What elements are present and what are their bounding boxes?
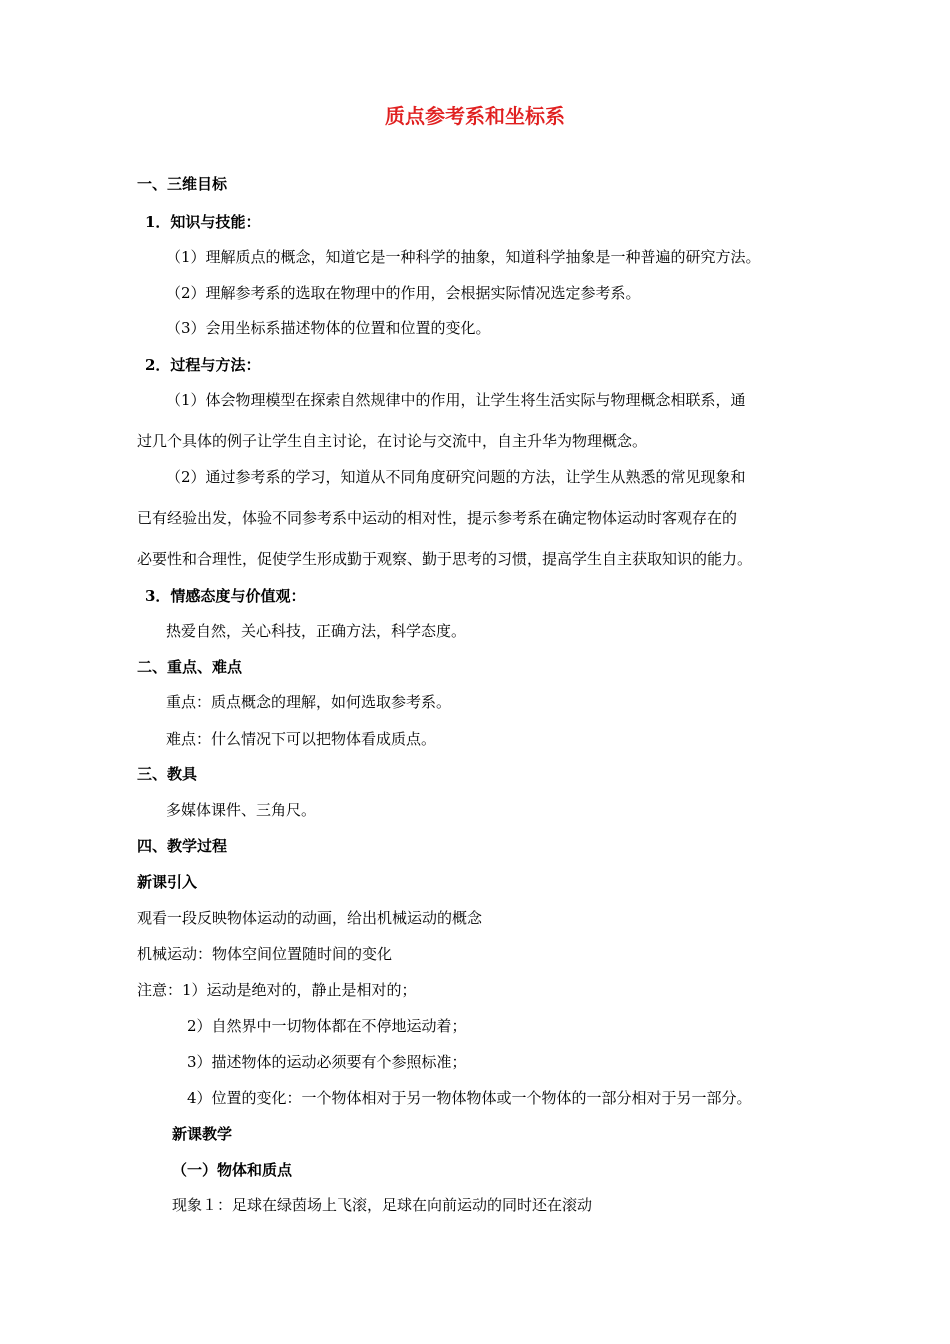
phenomenon-1: 现象１：足球在绿茵场上飞滚，足球在向前运动的同时还在滚动 (172, 1196, 593, 1214)
note-2: 2）自然界中一切物体都在不停地运动着； (187, 1017, 467, 1035)
subheading-process: 2．过程与方法： (145, 356, 261, 374)
process-item-1-line-2: 过几个具体的例子让学生自主讨论，在讨论与交流中，自主升华为物理概念。 (137, 432, 648, 450)
knowledge-item-1: （1）理解质点的概念，知道它是一种科学的抽象，知道科学抽象是一种普遍的研究方法。 (166, 248, 761, 266)
process-item-2-line-1: （2）通过参考系的学习，知道从不同角度研究问题的方法，让学生从熟悉的常见现象和 (166, 468, 746, 486)
note-3: 3）描述物体的运动必须要有个参照标准； (187, 1053, 467, 1071)
note-1: 注意：1）运动是绝对的，静止是相对的； (137, 981, 417, 999)
subheading-knowledge: 1．知识与技能： (145, 213, 261, 231)
process-item-2-line-2: 已有经验出发，体验不同参考系中运动的相对性，提示参考系在确定物体运动时客观存在的 (137, 509, 738, 527)
difficult-point: 难点：什么情况下可以把物体看成质点。 (166, 730, 437, 748)
knowledge-item-3: （3）会用坐标系描述物体的位置和位置的变化。 (166, 319, 491, 337)
section-heading-process: 四、教学过程 (137, 837, 228, 855)
section-heading-tools: 三、教具 (137, 765, 198, 783)
key-point: 重点：质点概念的理解，如何选取参考系。 (166, 693, 452, 711)
tools-list: 多媒体课件、三角尺。 (166, 801, 317, 819)
knowledge-item-2: （2）理解参考系的选取在物理中的作用，会根据实际情况选定参考系。 (166, 284, 641, 302)
note-4: 4）位置的变化：一个物体相对于另一物体物体或一个物体的一部分相对于另一部分。 (187, 1089, 752, 1107)
new-lesson-heading: 新课教学 (172, 1125, 233, 1143)
intro-text: 观看一段反映物体运动的动画，给出机械运动的概念 (137, 909, 483, 927)
section-heading-key-points: 二、重点、难点 (137, 658, 243, 676)
document-title: 质点参考系和坐标系 (385, 104, 565, 128)
mechanical-motion-definition: 机械运动：物体空间位置随时间的变化 (137, 945, 393, 963)
section-heading-objectives: 一、三维目标 (137, 175, 228, 193)
part-1-heading: （一）物体和质点 (172, 1161, 293, 1179)
process-item-1-line-1: （1）体会物理模型在探索自然规律中的作用，让学生将生活实际与物理概念相联系，通 (166, 391, 746, 409)
emotion-item: 热爱自然，关心科技，正确方法，科学态度。 (166, 622, 467, 640)
process-item-2-line-3: 必要性和合理性，促使学生形成勤于观察、勤于思考的习惯，提高学生自主获取知识的能力。 (137, 550, 753, 568)
intro-heading: 新课引入 (137, 873, 198, 891)
subheading-emotion: 3．情感态度与价值观： (145, 587, 306, 605)
